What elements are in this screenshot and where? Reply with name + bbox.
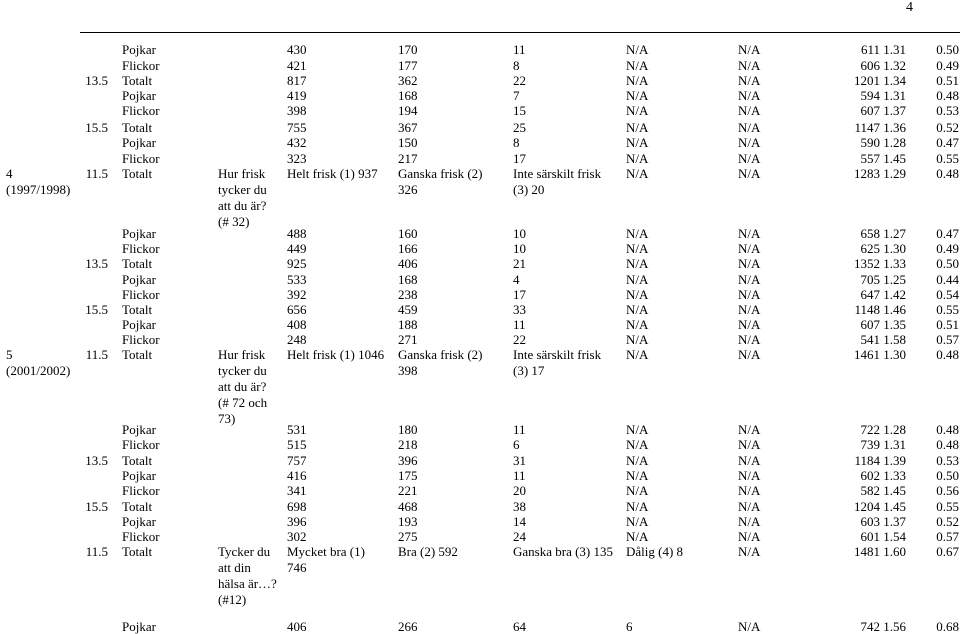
count-cell: 408 [287, 317, 307, 332]
count-cell: 4 [513, 272, 520, 287]
count-cell: N/A [626, 120, 649, 135]
count-cell: 248 [287, 332, 307, 347]
count-cell: N/A [626, 468, 649, 483]
mean-cell: 1.25 [883, 272, 906, 287]
count-cell: 6 [513, 437, 520, 452]
category-cell: Ganska frisk (2) 326 [398, 166, 483, 197]
mean-cell: 1.36 [883, 120, 906, 135]
sd-cell: 0.55 [936, 151, 959, 166]
count-cell: 168 [398, 88, 418, 103]
count-cell: 17 [513, 287, 526, 302]
sd-cell: 0.50 [936, 256, 959, 271]
grade-cell: 11.5 [85, 347, 108, 362]
total-cell: 606 [860, 58, 880, 73]
count-cell: 362 [398, 73, 418, 88]
count-cell: 398 [287, 103, 307, 118]
sd-cell: 0.57 [936, 332, 959, 347]
mean-cell: 1.33 [883, 256, 906, 271]
count-cell: 6 [626, 619, 633, 634]
total-cell: 705 [860, 272, 880, 287]
sex-cell: Pojkar [122, 514, 156, 529]
grade-cell: 15.5 [85, 120, 108, 135]
count-cell: N/A [738, 103, 761, 118]
count-cell: N/A [626, 499, 649, 514]
count-cell: N/A [738, 453, 761, 468]
grade-cell: 15.5 [85, 302, 108, 317]
count-cell: N/A [626, 166, 649, 181]
count-cell: N/A [626, 135, 649, 150]
count-cell: N/A [626, 422, 649, 437]
count-cell: 31 [513, 453, 526, 468]
sex-cell: Flickor [122, 287, 160, 302]
grade-cell: 13.5 [85, 453, 108, 468]
mean-cell: 1.42 [883, 287, 906, 302]
count-cell: N/A [738, 499, 761, 514]
mean-cell: 1.30 [883, 347, 906, 362]
mean-cell: 1.29 [883, 166, 906, 181]
count-cell: 24 [513, 529, 526, 544]
count-cell: 188 [398, 317, 418, 332]
sd-cell: 0.53 [936, 103, 959, 118]
sd-cell: 0.55 [936, 302, 959, 317]
count-cell: 38 [513, 499, 526, 514]
total-cell: 541 [860, 332, 880, 347]
mean-cell: 1.54 [883, 529, 906, 544]
sd-cell: 0.51 [936, 73, 959, 88]
sd-cell: 0.55 [936, 499, 959, 514]
sd-cell: 0.44 [936, 272, 959, 287]
count-cell: N/A [738, 58, 761, 73]
total-cell: 602 [860, 468, 880, 483]
category-cell: Bra (2) 592 [398, 544, 458, 559]
sex-cell: Totalt [122, 499, 153, 514]
count-cell: 150 [398, 135, 418, 150]
count-cell: 275 [398, 529, 418, 544]
sd-cell: 0.53 [936, 453, 959, 468]
count-cell: 11 [513, 42, 526, 57]
sd-cell: 0.49 [936, 241, 959, 256]
count-cell: N/A [626, 483, 649, 498]
mean-cell: 1.45 [883, 151, 906, 166]
count-cell: 170 [398, 42, 418, 57]
count-cell: 459 [398, 302, 418, 317]
mean-cell: 1.31 [883, 42, 906, 57]
total-cell: 739 [860, 437, 880, 452]
count-cell: 64 [513, 619, 526, 634]
count-cell: 406 [287, 619, 307, 634]
count-cell: 7 [513, 88, 520, 103]
count-cell: N/A [626, 42, 649, 57]
count-cell: 406 [398, 256, 418, 271]
mean-cell: 1.32 [883, 58, 906, 73]
count-cell: N/A [738, 120, 761, 135]
sex-cell: Flickor [122, 241, 160, 256]
category-cell: Dålig (4) 8 [626, 544, 684, 559]
count-cell: N/A [626, 88, 649, 103]
count-cell: 488 [287, 226, 307, 241]
total-cell: 1204 [854, 499, 880, 514]
sex-cell: Flickor [122, 529, 160, 544]
total-cell: 607 [860, 103, 880, 118]
sex-cell: Totalt [122, 347, 153, 362]
count-cell: 656 [287, 302, 307, 317]
sex-cell: Totalt [122, 256, 153, 271]
sd-cell: 0.54 [936, 287, 959, 302]
count-cell: 160 [398, 226, 418, 241]
count-cell: N/A [626, 287, 649, 302]
count-cell: N/A [626, 241, 649, 256]
top-rule [80, 32, 960, 33]
sd-cell: 0.57 [936, 529, 959, 544]
count-cell: 430 [287, 42, 307, 57]
mean-cell: 1.35 [883, 317, 906, 332]
sd-cell: 0.48 [936, 166, 959, 181]
total-cell: 722 [860, 422, 880, 437]
count-cell: N/A [626, 302, 649, 317]
total-cell: 742 [860, 619, 880, 634]
wave-label: 5 (2001/2002) [6, 347, 71, 378]
sd-cell: 0.47 [936, 135, 959, 150]
count-cell: N/A [626, 151, 649, 166]
count-cell: 193 [398, 514, 418, 529]
total-cell: 590 [860, 135, 880, 150]
count-cell: 432 [287, 135, 307, 150]
sex-cell: Pojkar [122, 619, 156, 634]
count-cell: N/A [738, 437, 761, 452]
sex-cell: Totalt [122, 73, 153, 88]
sd-cell: 0.48 [936, 347, 959, 362]
sex-cell: Totalt [122, 302, 153, 317]
count-cell: 698 [287, 499, 307, 514]
total-cell: 1201 [854, 73, 880, 88]
count-cell: N/A [738, 529, 761, 544]
count-cell: 175 [398, 468, 418, 483]
total-cell: 601 [860, 529, 880, 544]
sd-cell: 0.50 [936, 468, 959, 483]
total-cell: 1461 [854, 347, 880, 362]
sex-cell: Pojkar [122, 422, 156, 437]
count-cell: N/A [626, 514, 649, 529]
count-cell: 266 [398, 619, 418, 634]
count-cell: 416 [287, 468, 307, 483]
category-cell: Inte särskilt frisk (3) 20 [513, 166, 602, 197]
mean-cell: 1.60 [883, 544, 906, 559]
count-cell: 8 [513, 58, 520, 73]
mean-cell: 1.46 [883, 302, 906, 317]
sd-cell: 0.52 [936, 514, 959, 529]
count-cell: 396 [287, 514, 307, 529]
count-cell: 392 [287, 287, 307, 302]
count-cell: 33 [513, 302, 526, 317]
grade-cell: 11.5 [85, 166, 108, 181]
sex-cell: Flickor [122, 58, 160, 73]
count-cell: 8 [513, 135, 520, 150]
count-cell: N/A [738, 514, 761, 529]
count-cell: N/A [626, 332, 649, 347]
count-cell: 302 [287, 529, 307, 544]
mean-cell: 1.31 [883, 437, 906, 452]
count-cell: N/A [626, 226, 649, 241]
total-cell: 594 [860, 88, 880, 103]
count-cell: 11 [513, 317, 526, 332]
count-cell: N/A [626, 317, 649, 332]
count-cell: N/A [738, 483, 761, 498]
count-cell: 238 [398, 287, 418, 302]
grade-cell: 11.5 [85, 544, 108, 559]
mean-cell: 1.27 [883, 226, 906, 241]
count-cell: 449 [287, 241, 307, 256]
sex-cell: Flickor [122, 103, 160, 118]
grade-cell: 15.5 [85, 499, 108, 514]
count-cell: 323 [287, 151, 307, 166]
count-cell: 221 [398, 483, 418, 498]
count-cell: 194 [398, 103, 418, 118]
count-cell: N/A [738, 256, 761, 271]
count-cell: N/A [738, 317, 761, 332]
category-cell: Helt frisk (1) 937 [287, 166, 378, 181]
count-cell: 468 [398, 499, 418, 514]
total-cell: 647 [860, 287, 880, 302]
question-cell: Hur frisk tycker du att du är? (# 32) [218, 166, 267, 229]
sd-cell: 0.56 [936, 483, 959, 498]
total-cell: 1184 [854, 453, 880, 468]
total-cell: 1481 [854, 544, 880, 559]
count-cell: N/A [626, 58, 649, 73]
count-cell: N/A [738, 287, 761, 302]
mean-cell: 1.39 [883, 453, 906, 468]
mean-cell: 1.30 [883, 241, 906, 256]
mean-cell: 1.28 [883, 422, 906, 437]
count-cell: 419 [287, 88, 307, 103]
count-cell: 533 [287, 272, 307, 287]
count-cell: 925 [287, 256, 307, 271]
grade-cell: 13.5 [85, 73, 108, 88]
category-cell: Helt frisk (1) 1046 [287, 347, 385, 362]
count-cell: N/A [738, 468, 761, 483]
count-cell: 11 [513, 422, 526, 437]
count-cell: N/A [738, 302, 761, 317]
count-cell: N/A [738, 42, 761, 57]
count-cell: N/A [626, 453, 649, 468]
count-cell: 168 [398, 272, 418, 287]
category-cell: Ganska bra (3) 135 [513, 544, 613, 559]
wave-label: 4 (1997/1998) [6, 166, 71, 197]
count-cell: N/A [738, 151, 761, 166]
total-cell: 603 [860, 514, 880, 529]
count-cell: 817 [287, 73, 307, 88]
count-cell: N/A [738, 619, 761, 634]
count-cell: N/A [738, 88, 761, 103]
count-cell: N/A [738, 347, 761, 362]
count-cell: 757 [287, 453, 307, 468]
sd-cell: 0.67 [936, 544, 959, 559]
count-cell: 755 [287, 120, 307, 135]
count-cell: N/A [626, 272, 649, 287]
sd-cell: 0.48 [936, 88, 959, 103]
sex-cell: Flickor [122, 437, 160, 452]
count-cell: 177 [398, 58, 418, 73]
count-cell: 17 [513, 151, 526, 166]
count-cell: 531 [287, 422, 307, 437]
count-cell: 180 [398, 422, 418, 437]
sex-cell: Pojkar [122, 135, 156, 150]
total-cell: 1352 [854, 256, 880, 271]
sex-cell: Totalt [122, 544, 153, 559]
sex-cell: Pojkar [122, 88, 156, 103]
sd-cell: 0.52 [936, 120, 959, 135]
total-cell: 625 [860, 241, 880, 256]
count-cell: 20 [513, 483, 526, 498]
sd-cell: 0.49 [936, 58, 959, 73]
sd-cell: 0.47 [936, 226, 959, 241]
mean-cell: 1.56 [883, 619, 906, 634]
count-cell: 22 [513, 332, 526, 347]
sex-cell: Totalt [122, 166, 153, 181]
question-cell: Tycker du att din hälsa är…? (#12) [218, 544, 277, 607]
sex-cell: Totalt [122, 120, 153, 135]
sd-cell: 0.51 [936, 317, 959, 332]
count-cell: N/A [626, 347, 649, 362]
count-cell: N/A [738, 135, 761, 150]
total-cell: 557 [860, 151, 880, 166]
count-cell: 271 [398, 332, 418, 347]
total-cell: 1147 [854, 120, 880, 135]
total-cell: 658 [860, 226, 880, 241]
count-cell: 14 [513, 514, 526, 529]
mean-cell: 1.45 [883, 499, 906, 514]
sex-cell: Flickor [122, 151, 160, 166]
count-cell: N/A [738, 226, 761, 241]
count-cell: 11 [513, 468, 526, 483]
category-cell: Inte särskilt frisk (3) 17 [513, 347, 602, 378]
count-cell: N/A [738, 272, 761, 287]
mean-cell: 1.37 [883, 103, 906, 118]
category-cell: Ganska frisk (2) 398 [398, 347, 483, 378]
count-cell: 396 [398, 453, 418, 468]
count-cell: N/A [626, 103, 649, 118]
mean-cell: 1.45 [883, 483, 906, 498]
count-cell: 15 [513, 103, 526, 118]
count-cell: N/A [738, 332, 761, 347]
count-cell: N/A [738, 166, 761, 181]
mean-cell: 1.37 [883, 514, 906, 529]
count-cell: 367 [398, 120, 418, 135]
total-cell: 611 [860, 42, 880, 57]
sex-cell: Pojkar [122, 42, 156, 57]
mean-cell: 1.33 [883, 468, 906, 483]
sex-cell: Totalt [122, 453, 153, 468]
count-cell: 166 [398, 241, 418, 256]
sd-cell: 0.48 [936, 437, 959, 452]
count-cell: 217 [398, 151, 418, 166]
mean-cell: 1.31 [883, 88, 906, 103]
count-cell: 10 [513, 226, 526, 241]
sex-cell: Pojkar [122, 226, 156, 241]
total-cell: 1148 [854, 302, 880, 317]
count-cell: 25 [513, 120, 526, 135]
count-cell: 10 [513, 241, 526, 256]
count-cell: N/A [626, 437, 649, 452]
count-cell: N/A [738, 241, 761, 256]
sex-cell: Flickor [122, 483, 160, 498]
mean-cell: 1.58 [883, 332, 906, 347]
count-cell: 421 [287, 58, 307, 73]
sex-cell: Pojkar [122, 468, 156, 483]
count-cell: N/A [738, 544, 761, 559]
sex-cell: Pojkar [122, 317, 156, 332]
count-cell: 218 [398, 437, 418, 452]
count-cell: 515 [287, 437, 307, 452]
page-number: 4 [906, 0, 913, 15]
sd-cell: 0.50 [936, 42, 959, 57]
count-cell: 341 [287, 483, 307, 498]
total-cell: 1283 [854, 166, 880, 181]
question-cell: Hur frisk tycker du att du är? (# 72 och 73) [218, 347, 268, 426]
count-cell: 21 [513, 256, 526, 271]
mean-cell: 1.34 [883, 73, 906, 88]
count-cell: 22 [513, 73, 526, 88]
sex-cell: Pojkar [122, 272, 156, 287]
category-cell: Mycket bra (1) 746 [287, 544, 365, 575]
sd-cell: 0.48 [936, 422, 959, 437]
count-cell: N/A [738, 73, 761, 88]
grade-cell: 13.5 [85, 256, 108, 271]
count-cell: N/A [626, 73, 649, 88]
total-cell: 582 [860, 483, 880, 498]
sd-cell: 0.68 [936, 619, 959, 634]
count-cell: N/A [626, 256, 649, 271]
total-cell: 607 [860, 317, 880, 332]
count-cell: N/A [626, 529, 649, 544]
mean-cell: 1.28 [883, 135, 906, 150]
count-cell: N/A [738, 422, 761, 437]
sex-cell: Flickor [122, 332, 160, 347]
